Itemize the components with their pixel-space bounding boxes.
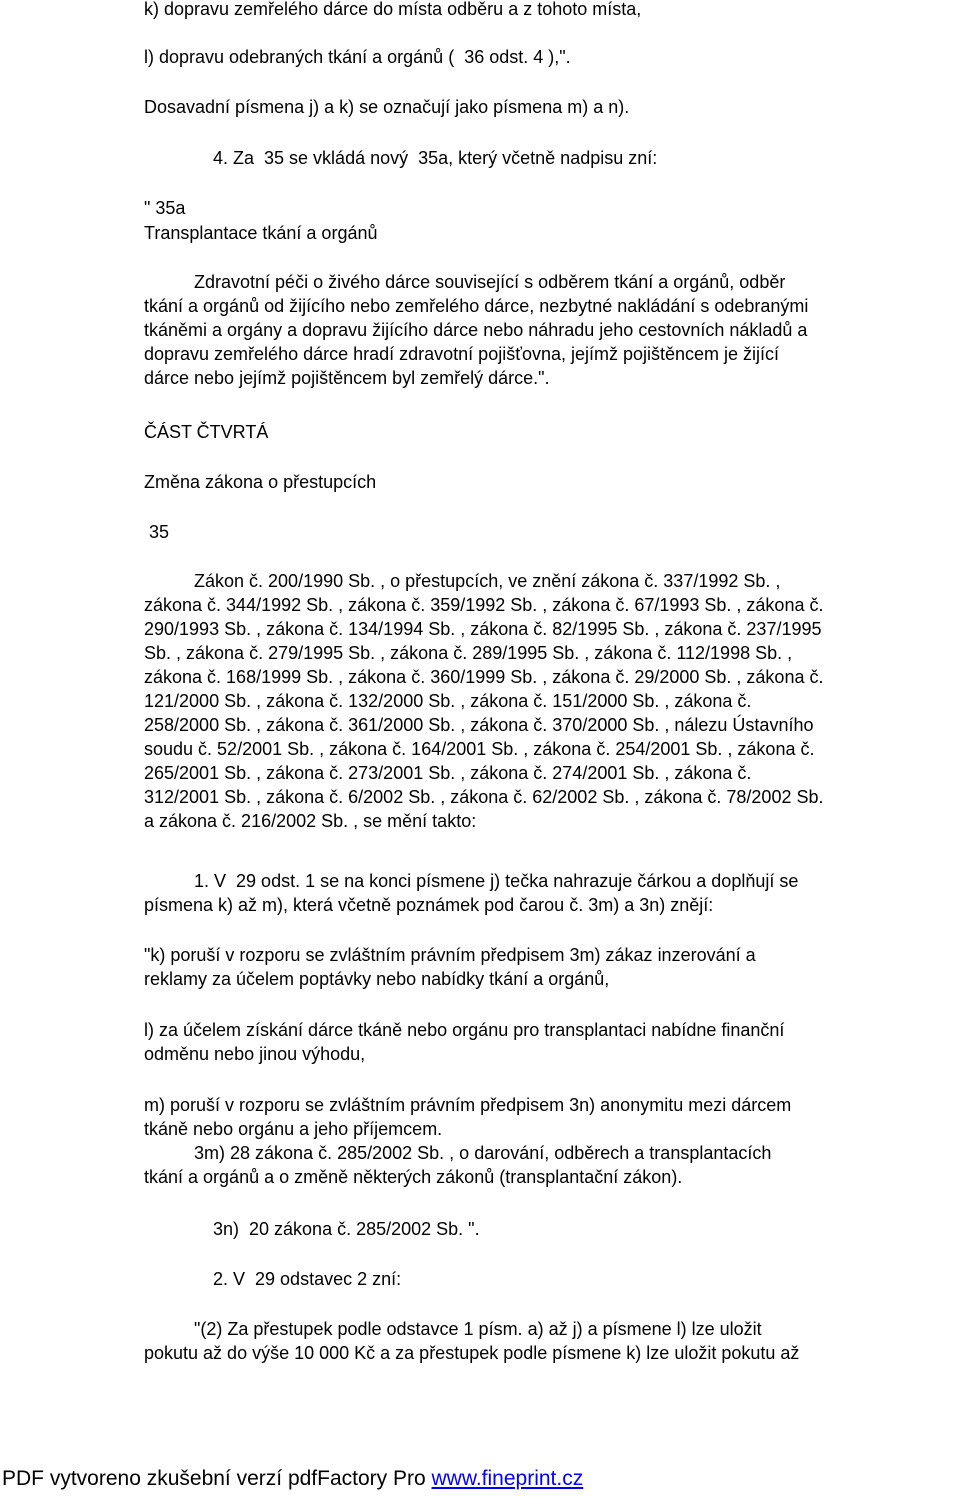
text-line: Zákon č. 200/1990 Sb. , o přestupcích, ve znění zákona č. 337/1992 Sb. , [144, 571, 781, 591]
part-subtitle: Změna zákona o přestupcích [144, 472, 377, 492]
text-line: 4. Za 35 se vkládá nový 35a, který včetně nadpisu zní: [213, 148, 658, 168]
paragraph [144, 270, 960, 390]
footer-link[interactable]: www.fineprint.cz [431, 1467, 584, 1490]
text-line: odměnu nebo jinou výhodu, [144, 1044, 366, 1064]
text-line: dopravu zemřelého dárce hradí zdravotní pojišťovna, jejímž pojištěncem je žijící [144, 344, 780, 364]
text-line: Zdravotní péči o živého dárce související s odběrem tkání a orgánů, odběr [144, 272, 786, 292]
part-title: ČÁST ČTVRTÁ [144, 422, 269, 442]
list-item: 2. V 29 odstavec 2 zní: [213, 1269, 402, 1289]
text-line: soudu č. 52/2001 Sb. , zákona č. 164/2001 Sb. , zákona č. 254/2001 Sb. , zákona č. [144, 739, 815, 759]
section-heading: " 35a [144, 198, 186, 218]
text-line: 258/2000 Sb. , zákona č. 361/2000 Sb. , zákona č. 370/2000 Sb. , nálezu Ústavního [144, 715, 814, 735]
paragraph [144, 1018, 960, 1066]
text-line: pokutu až do výše 10 000 Kč a za přestupek podle písmene k) lze uložit pokutu až [144, 1343, 800, 1363]
text-line: dárce nebo jejímž pojištěncem byl zemřelý dárce.". [144, 368, 550, 388]
text-line: m) poruší v rozporu se zvláštním právním předpisem 3n) anonymitu mezi dárcem [144, 1095, 792, 1115]
paragraph [144, 1093, 960, 1189]
footnote-3n: 3n) 20 zákona č. 285/2002 Sb. ". [213, 1219, 480, 1239]
text-line: písmena k) až m), která včetně poznámek pod čarou č. 3m) a 3n) znějí: [144, 895, 714, 915]
pdf-footer [2, 1466, 583, 1492]
text-line: zákona č. 344/1992 Sb. , zákona č. 359/1992 Sb. , zákona č. 67/1993 Sb. , zákona č. [144, 595, 824, 615]
text-line: 312/2001 Sb. , zákona č. 6/2002 Sb. , zákona č. 62/2002 Sb. , zákona č. 78/2002 Sb. [144, 787, 824, 807]
text-line: tkání a orgánů a o změně některých zákonů (transplantační zákon). [144, 1167, 683, 1187]
text-line: 290/1993 Sb. , zákona č. 134/1994 Sb. , zákona č. 82/1995 Sb. , zákona č. 237/1995 [144, 619, 822, 639]
section-number: 35 [144, 522, 170, 542]
text-line: tkáně nebo orgánu a jeho příjemcem. [144, 1119, 443, 1139]
text-line: Dosavadní písmena j) a k) se označují jako písmena m) a n). [144, 97, 630, 117]
text-line: a zákona č. 216/2002 Sb. , se mění takto: [144, 811, 477, 831]
text-line: "(2) Za přestupek podle odstavce 1 písm. a) až j) a písmene l) lze uložit [144, 1319, 762, 1339]
text-line: Sb. , zákona č. 279/1995 Sb. , zákona č. 289/1995 Sb. , zákona č. 112/1998 Sb. , [144, 643, 793, 663]
text-line: k) dopravu zemřelého dárce do místa odběru a z tohoto místa, [144, 0, 642, 19]
text-line: tkáněmi a orgány a dopravu žijícího dárce nebo náhradu jeho cestovních nákladů a [144, 320, 808, 340]
paragraph [144, 1317, 960, 1365]
paragraph [144, 943, 960, 991]
text-line: 1. V 29 odst. 1 se na konci písmene j) tečka nahrazuje čárkou a doplňují se [144, 871, 799, 891]
text-line: l) dopravu odebraných tkání a orgánů ( 36 odst. 4 ),". [144, 47, 571, 67]
paragraph [144, 869, 960, 917]
text-line: 265/2001 Sb. , zákona č. 273/2001 Sb. , zákona č. 274/2001 Sb. , zákona č. [144, 763, 752, 783]
text-line: reklamy za účelem poptávky nebo nabídky tkání a orgánů, [144, 969, 610, 989]
text-line: 121/2000 Sb. , zákona č. 132/2000 Sb. , zákona č. 151/2000 Sb. , zákona č. [144, 691, 752, 711]
footer-text: PDF vytvoreno zkušební verzí pdfFactory Pro [2, 1467, 432, 1490]
text-line: tkání a orgánů od žijícího nebo zemřelého dárce, nezbytné nakládání s odebranými [144, 296, 809, 316]
text-line: l) za účelem získání dárce tkáně nebo orgánu pro transplantaci nabídne finanční [144, 1020, 785, 1040]
text-line: zákona č. 168/1999 Sb. , zákona č. 360/1999 Sb. , zákona č. 29/2000 Sb. , zákona č. [144, 667, 824, 687]
text-line: 3m) 28 zákona č. 285/2002 Sb. , o darování, odběrech a transplantacích [144, 1143, 772, 1163]
paragraph [144, 569, 960, 833]
section-title: Transplantace tkání a orgánů [144, 223, 378, 243]
text-line: "k) poruší v rozporu se zvláštním právním předpisem 3m) zákaz inzerování a [144, 945, 756, 965]
